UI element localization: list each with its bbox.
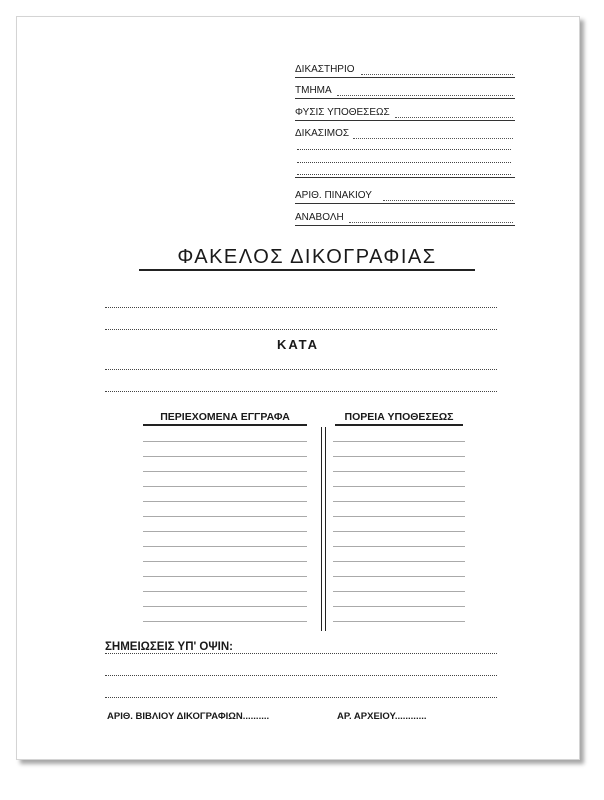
field-hearing-date-dots xyxy=(353,136,513,139)
case-progress-line[interactable] xyxy=(333,456,465,457)
contents-line[interactable] xyxy=(143,501,307,502)
field-department[interactable] xyxy=(295,84,515,99)
contents-heading: ΠΕΡΙΕΧΟΜΕΝΑ ΕΓΓΡΑΦΑ xyxy=(143,411,307,426)
contents-line[interactable] xyxy=(143,486,307,487)
case-progress-line[interactable] xyxy=(333,546,465,547)
field-case-type-label: ΦΥΣΙΣ ΥΠΟΘΕΣΕΩΣ xyxy=(295,107,390,118)
field-case-type[interactable] xyxy=(295,106,515,121)
field-hearing-date-label: ΔΙΚΑΣΙΜΟΣ xyxy=(295,128,350,139)
case-progress-line[interactable] xyxy=(333,576,465,577)
contents-line[interactable] xyxy=(143,621,307,622)
contents-line[interactable] xyxy=(143,516,307,517)
notes-line-1[interactable] xyxy=(105,653,497,654)
notes-label: ΣΗΜΕΙΩΣΕΙΣ ΥΠ' ΟΨΙΝ: xyxy=(105,641,234,653)
field-postponement[interactable] xyxy=(295,211,515,226)
page-title: ΦΑΚΕΛΟΣ ΔΙΚΟΓΡΑΦΙΑΣ xyxy=(139,245,475,271)
plaintiff-line-2[interactable] xyxy=(105,329,497,330)
hearing-underline xyxy=(295,177,515,178)
contents-line[interactable] xyxy=(143,606,307,607)
field-postponement-label: ΑΝΑΒΟΛΗ xyxy=(295,212,344,223)
contents-line[interactable] xyxy=(143,561,307,562)
hearing-extra-line-1[interactable] xyxy=(297,149,511,150)
case-progress-heading: ΠΟΡΕΙΑ ΥΠΟΘΕΣΕΩΣ xyxy=(335,411,463,426)
notes-line-2[interactable] xyxy=(105,675,497,676)
case-progress-line[interactable] xyxy=(333,621,465,622)
archive-number-field[interactable]: ΑΡ. ΑΡΧΕΙΟΥ............ xyxy=(337,711,427,722)
book-number-field[interactable]: ΑΡΙΘ. ΒΙΒΛΙΟΥ ΔΙΚΟΓΡΑΦΙΩΝ.......... xyxy=(107,711,270,722)
field-court-dots xyxy=(361,72,513,75)
field-court[interactable] xyxy=(295,63,515,78)
field-docket-number[interactable] xyxy=(295,189,515,204)
field-hearing-date[interactable] xyxy=(295,127,515,141)
contents-line[interactable] xyxy=(143,456,307,457)
against-label: ΚΑΤΑ xyxy=(276,337,320,352)
case-progress-line[interactable] xyxy=(333,471,465,472)
field-court-label: ΔΙΚΑΣΤΗΡΙΟ xyxy=(295,64,355,75)
defendant-line-2[interactable] xyxy=(105,391,497,392)
case-progress-line[interactable] xyxy=(333,561,465,562)
case-progress-line[interactable] xyxy=(333,531,465,532)
field-docket-number-label: ΑΡΙΘ. ΠΙΝΑΚΙΟΥ xyxy=(295,190,372,201)
hearing-extra-line-2[interactable] xyxy=(297,162,511,163)
case-progress-line[interactable] xyxy=(333,606,465,607)
column-divider xyxy=(321,427,326,631)
field-case-type-dots xyxy=(395,115,513,118)
case-progress-line[interactable] xyxy=(333,501,465,502)
field-docket-number-dots xyxy=(383,198,513,201)
field-department-label: ΤΜΗΜΑ xyxy=(295,85,332,96)
case-progress-line[interactable] xyxy=(333,486,465,487)
case-progress-line[interactable] xyxy=(333,516,465,517)
case-progress-line[interactable] xyxy=(333,441,465,442)
contents-line[interactable] xyxy=(143,441,307,442)
field-postponement-dots xyxy=(349,220,513,223)
field-department-dots xyxy=(337,93,513,96)
contents-line[interactable] xyxy=(143,471,307,472)
defendant-line-1[interactable] xyxy=(105,369,497,370)
contents-line[interactable] xyxy=(143,576,307,577)
case-folder-cover xyxy=(16,16,580,760)
contents-line[interactable] xyxy=(143,591,307,592)
hearing-extra-line-3[interactable] xyxy=(297,174,511,175)
contents-line[interactable] xyxy=(143,546,307,547)
plaintiff-line-1[interactable] xyxy=(105,307,497,308)
contents-line[interactable] xyxy=(143,531,307,532)
case-progress-line[interactable] xyxy=(333,591,465,592)
notes-line-3[interactable] xyxy=(105,697,497,698)
